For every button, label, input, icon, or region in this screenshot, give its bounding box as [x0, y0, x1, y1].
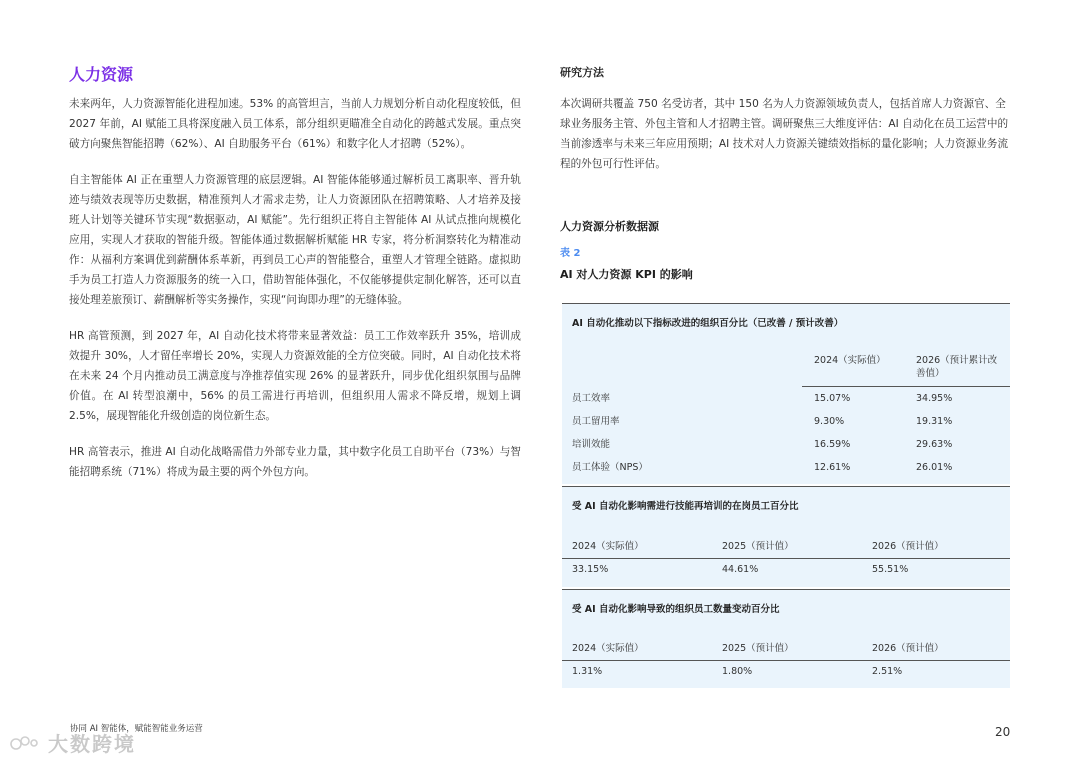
- reskilling-value: 55.51%: [872, 564, 909, 575]
- footer-text: 协同 AI 智能体，赋能智能业务运营: [70, 724, 203, 734]
- source-title: 人力资源分析数据源: [560, 220, 659, 233]
- watermark-text: 大数跨境: [48, 732, 136, 756]
- reskilling-table-title: 受 AI 自动化影响需进行技能再培训的在岗员工百分比: [572, 501, 799, 512]
- headcount-value: 2.51%: [872, 666, 903, 677]
- reskilling-value: 44.61%: [722, 564, 759, 575]
- kpi-row-value-2026: 19.31%: [916, 416, 953, 427]
- headcount-header-divider: [562, 660, 1010, 661]
- kpi-row-value-2024: 16.59%: [814, 439, 851, 450]
- table-tag: 表 2: [560, 248, 581, 259]
- headcount-col-header: 2025（预计值）: [722, 643, 794, 654]
- reskilling-value: 33.15%: [572, 564, 609, 575]
- kpi-row-label: 员工体验（NPS）: [572, 462, 648, 473]
- kpi-row-value-2026: 26.01%: [916, 462, 953, 473]
- kpi-table-title: AI 自动化推动以下指标改进的组织百分比（已改善 / 预计改善）: [572, 318, 844, 329]
- reskilling-col-header: 2025（预计值）: [722, 541, 794, 552]
- page-number: 20: [995, 725, 1011, 739]
- body-paragraph-3: HR 高管预测，到 2027 年，AI 自动化技术将带来显著效益：员工工作效率跃升 35%，培训成效提升 30%，人才留任率增长 20%，实现人力资源效能的全方位突破。同时，AI 自动化技术将在未来 24 个月内推动员工满意度与净推荐值实现 26% 的显著跃升，同步优化组织氛围与品牌价值。在 AI 转型浪潮中，56% 的员工需进行再培训，但组织用人需求不降反增，规划上调 2.5%，展现智能化升级创造的岗位新生态。: [69, 330, 521, 422]
- kpi-table-panel: [562, 303, 1010, 484]
- kpi-row-value-2024: 15.07%: [814, 393, 851, 404]
- headcount-value: 1.31%: [572, 666, 603, 677]
- headcount-col-header: 2026（预计值）: [872, 643, 944, 654]
- body-paragraph-4: HR 高管表示，推进 AI 自动化战略需借力外部专业力量，其中数字化员工自助平台（73%）与智能招聘系统（71%）将成为最主要的两个外包方向。: [69, 446, 521, 478]
- headcount-table-title: 受 AI 自动化影响导致的组织员工数量变动百分比: [572, 604, 780, 615]
- reskilling-table-panel: [562, 486, 1010, 587]
- kpi-row-label: 培训效能: [572, 439, 611, 450]
- left-column: [69, 64, 521, 498]
- kpi-row-value-2024: 9.30%: [814, 416, 845, 427]
- reskilling-header-divider: [562, 558, 1010, 559]
- kpi-row-value-2026: 29.63%: [916, 439, 953, 450]
- kpi-row-label: 员工效率: [572, 393, 611, 404]
- watermark-logo-icon: [10, 734, 44, 752]
- kpi-col-2024: 2024（实际值）: [814, 355, 886, 366]
- kpi-row-value-2024: 12.61%: [814, 462, 851, 473]
- reskilling-col-header: 2026（预计值）: [872, 541, 944, 552]
- table-caption: AI 对人力资源 KPI 的影响: [560, 268, 693, 281]
- right-column: [560, 64, 1012, 284]
- reskilling-col-header: 2024（实际值）: [572, 541, 644, 552]
- kpi-row-label: 员工留用率: [572, 416, 620, 427]
- body-paragraph-1: 未来两年，人力资源智能化进程加速。53% 的高管坦言，当前人力规划分析自动化程度较低，但 2027 年前，AI 赋能工具将深度融入员工体系，部分组织更瞄准全自动化的跨越式发展。重点突破方向聚焦智能招聘（62%）、AI 自助服务平台（61%）和数字化人才招聘（52%）。: [69, 98, 521, 150]
- kpi-col-2026: 2026（预计累计改善值）: [916, 355, 998, 379]
- kpi-header-divider: [802, 386, 1010, 387]
- headcount-col-header: 2024（实际值）: [572, 643, 644, 654]
- body-paragraph-2: 自主智能体 AI 正在重塑人力资源管理的底层逻辑。AI 智能体能够通过解析员工离职率、晋升轨迹与绩效表现等历史数据，精准预判人才需求走势，让人力资源团队在招聘策略、人才培养及接班人计划等关键环节实现“数据驱动，AI 赋能”。先行组织正将自主智能体 AI 从试点推向规模化应用，实现人才获取的智能升级。智能体通过数据解析赋能 HR 专家，将分析洞察转化为精准动作：从福利方案调优到薪酬体系革新，再到员工心声的智能整合，重塑人才管理全链路。虚拟助手为员工打造人力资源服务的统一入口，借助智能体强化，不仅能够提供定制化解答，还可以直接处理差旅预订、薪酬解析等实务操作，实现“问询即办理”的无缝体验。: [69, 174, 521, 306]
- section-title: 人力资源: [69, 65, 134, 84]
- method-text: 本次调研共覆盖 750 名受访者，其中 150 名为人力资源领域负责人，包括首席人力资源官、全球业务服务主管、外包主管和人才招聘主管。调研聚焦三大维度评估：AI 自动化在员工运营中的当前渗透率与未来三年应用预期；AI 技术对人力资源关键绩效指标的量化影响；人力资源业务流程的外包可行性评估。: [560, 98, 1009, 170]
- headcount-table-panel: [562, 589, 1010, 688]
- method-title: 研究方法: [560, 66, 604, 79]
- kpi-row-value-2026: 34.95%: [916, 393, 953, 404]
- headcount-value: 1.80%: [722, 666, 753, 677]
